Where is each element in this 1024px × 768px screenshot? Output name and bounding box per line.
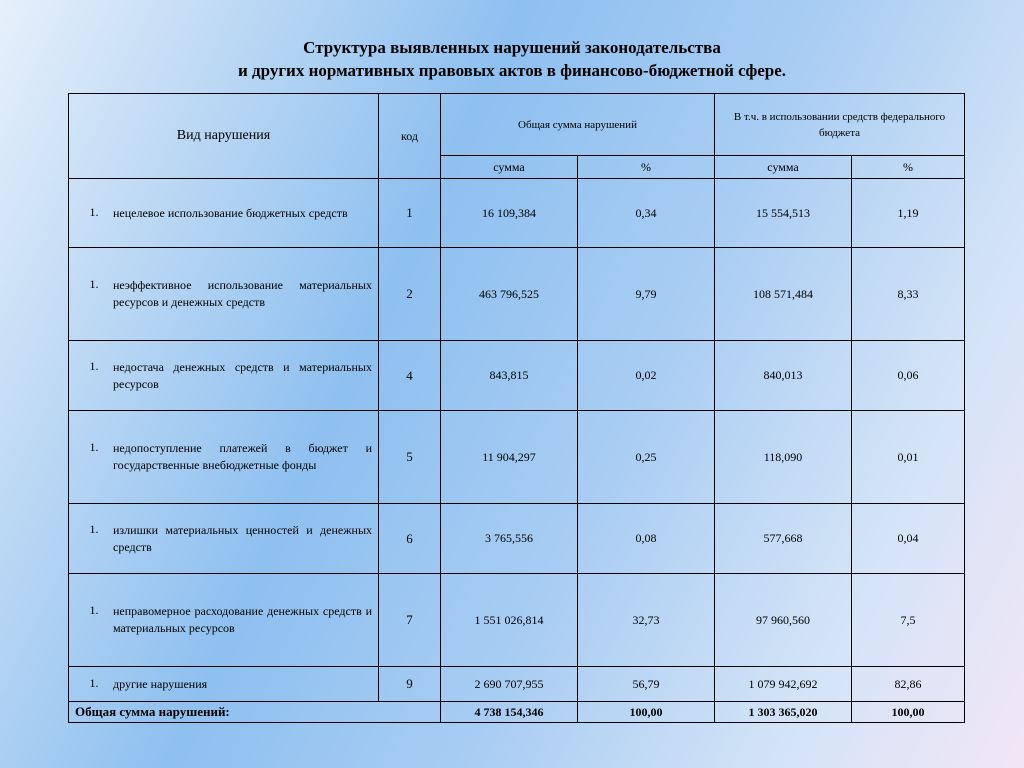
federal-sum-cell: 97 960,560 (715, 574, 852, 667)
header-sum: сумма (441, 156, 578, 179)
violations-table (68, 93, 965, 723)
code-cell: 1 (379, 179, 441, 248)
percent-cell: 9,79 (578, 248, 715, 341)
row-number: 1. (89, 521, 99, 536)
table-row (69, 574, 965, 667)
row-number: 1. (89, 603, 99, 617)
violation-description: неправомерное расходование денежных средств и материальных ресурсов (113, 604, 372, 635)
violation-description: недопоступление платежей в бюджет и государственные внебюджетные фонды (113, 441, 372, 472)
percent-cell: 56,79 (578, 667, 715, 702)
percent-cell: 0,34 (578, 179, 715, 248)
header-federal-percent: % (852, 156, 965, 179)
page-title (0, 36, 1024, 82)
federal-percent-cell: 82,86 (852, 667, 965, 702)
row-number: 1. (89, 358, 99, 373)
percent-cell: 32,73 (578, 574, 715, 667)
violation-cell (69, 667, 379, 702)
header-code: код (379, 94, 441, 179)
code-cell: 2 (379, 248, 441, 341)
percent-cell: 0,08 (578, 504, 715, 574)
percent-cell: 0,25 (578, 411, 715, 504)
sum-cell: 843,815 (441, 341, 578, 411)
table-row (69, 667, 965, 702)
code-cell: 4 (379, 341, 441, 411)
violation-description: недостача денежных средств и материальных ресурсов (113, 359, 372, 391)
federal-sum-cell: 1 079 942,692 (715, 667, 852, 702)
federal-percent-cell: 7,5 (852, 574, 965, 667)
total-label: Общая сумма нарушений: (69, 702, 441, 723)
federal-sum-cell: 577,668 (715, 504, 852, 574)
sum-cell: 1 551 026,814 (441, 574, 578, 667)
header-percent: % (578, 156, 715, 179)
code-cell: 6 (379, 504, 441, 574)
row-number: 1. (89, 204, 99, 219)
violation-description: излишки материальных ценностей и денежных средств (113, 522, 372, 554)
row-number: 1. (89, 277, 99, 291)
percent-cell: 0,02 (578, 341, 715, 411)
total-percent: 100,00 (578, 702, 715, 723)
sum-cell: 3 765,556 (441, 504, 578, 574)
violation-cell (69, 179, 379, 248)
code-cell: 9 (379, 667, 441, 702)
code-cell: 5 (379, 411, 441, 504)
table-row (69, 248, 965, 341)
federal-percent-cell: 0,01 (852, 411, 965, 504)
sum-cell: 463 796,525 (441, 248, 578, 341)
code-cell: 7 (379, 574, 441, 667)
header-federal-sum: сумма (715, 156, 852, 179)
header-violation-type: Вид нарушения (69, 94, 379, 179)
table-row (69, 411, 965, 504)
row-number: 1. (89, 675, 99, 690)
violation-cell (69, 504, 379, 574)
violation-cell (69, 341, 379, 411)
violation-description: нецелевое использование бюджетных средств (113, 205, 348, 220)
federal-sum-cell: 118,090 (715, 411, 852, 504)
federal-percent-cell: 0,04 (852, 504, 965, 574)
total-sum: 4 738 154,346 (441, 702, 578, 723)
violation-description: другие нарушения (113, 676, 208, 691)
federal-sum-cell: 108 571,484 (715, 248, 852, 341)
header-row-main (69, 94, 965, 156)
federal-percent-cell: 8,33 (852, 248, 965, 341)
federal-sum-cell: 840,013 (715, 341, 852, 411)
sum-cell: 16 109,384 (441, 179, 578, 248)
title-line-2: и других нормативных правовых актов в финансово-бюджетной сфере. (237, 61, 787, 80)
federal-percent-cell: 0,06 (852, 341, 965, 411)
federal-sum-cell: 15 554,513 (715, 179, 852, 248)
violation-cell (69, 574, 379, 667)
sum-cell: 2 690 707,955 (441, 667, 578, 702)
table-row (69, 179, 965, 248)
row-number: 1. (89, 440, 99, 454)
header-federal-budget: В т.ч. в использовании средств федерального бюджета (715, 94, 965, 156)
total-row (69, 702, 965, 723)
violation-description: неэффективное использование материальных ресурсов и денежных средств (113, 278, 372, 309)
title-line-1: Структура выявленных нарушений законодательства (303, 38, 721, 57)
total-federal-sum: 1 303 365,020 (715, 702, 852, 723)
table-row (69, 341, 965, 411)
sum-cell: 11 904,297 (441, 411, 578, 504)
table-row (69, 504, 965, 574)
federal-percent-cell: 1,19 (852, 179, 965, 248)
violation-cell (69, 248, 379, 341)
header-total-sum: Общая сумма нарушений (441, 94, 715, 156)
total-federal-percent: 100,00 (852, 702, 965, 723)
violation-cell (69, 411, 379, 504)
